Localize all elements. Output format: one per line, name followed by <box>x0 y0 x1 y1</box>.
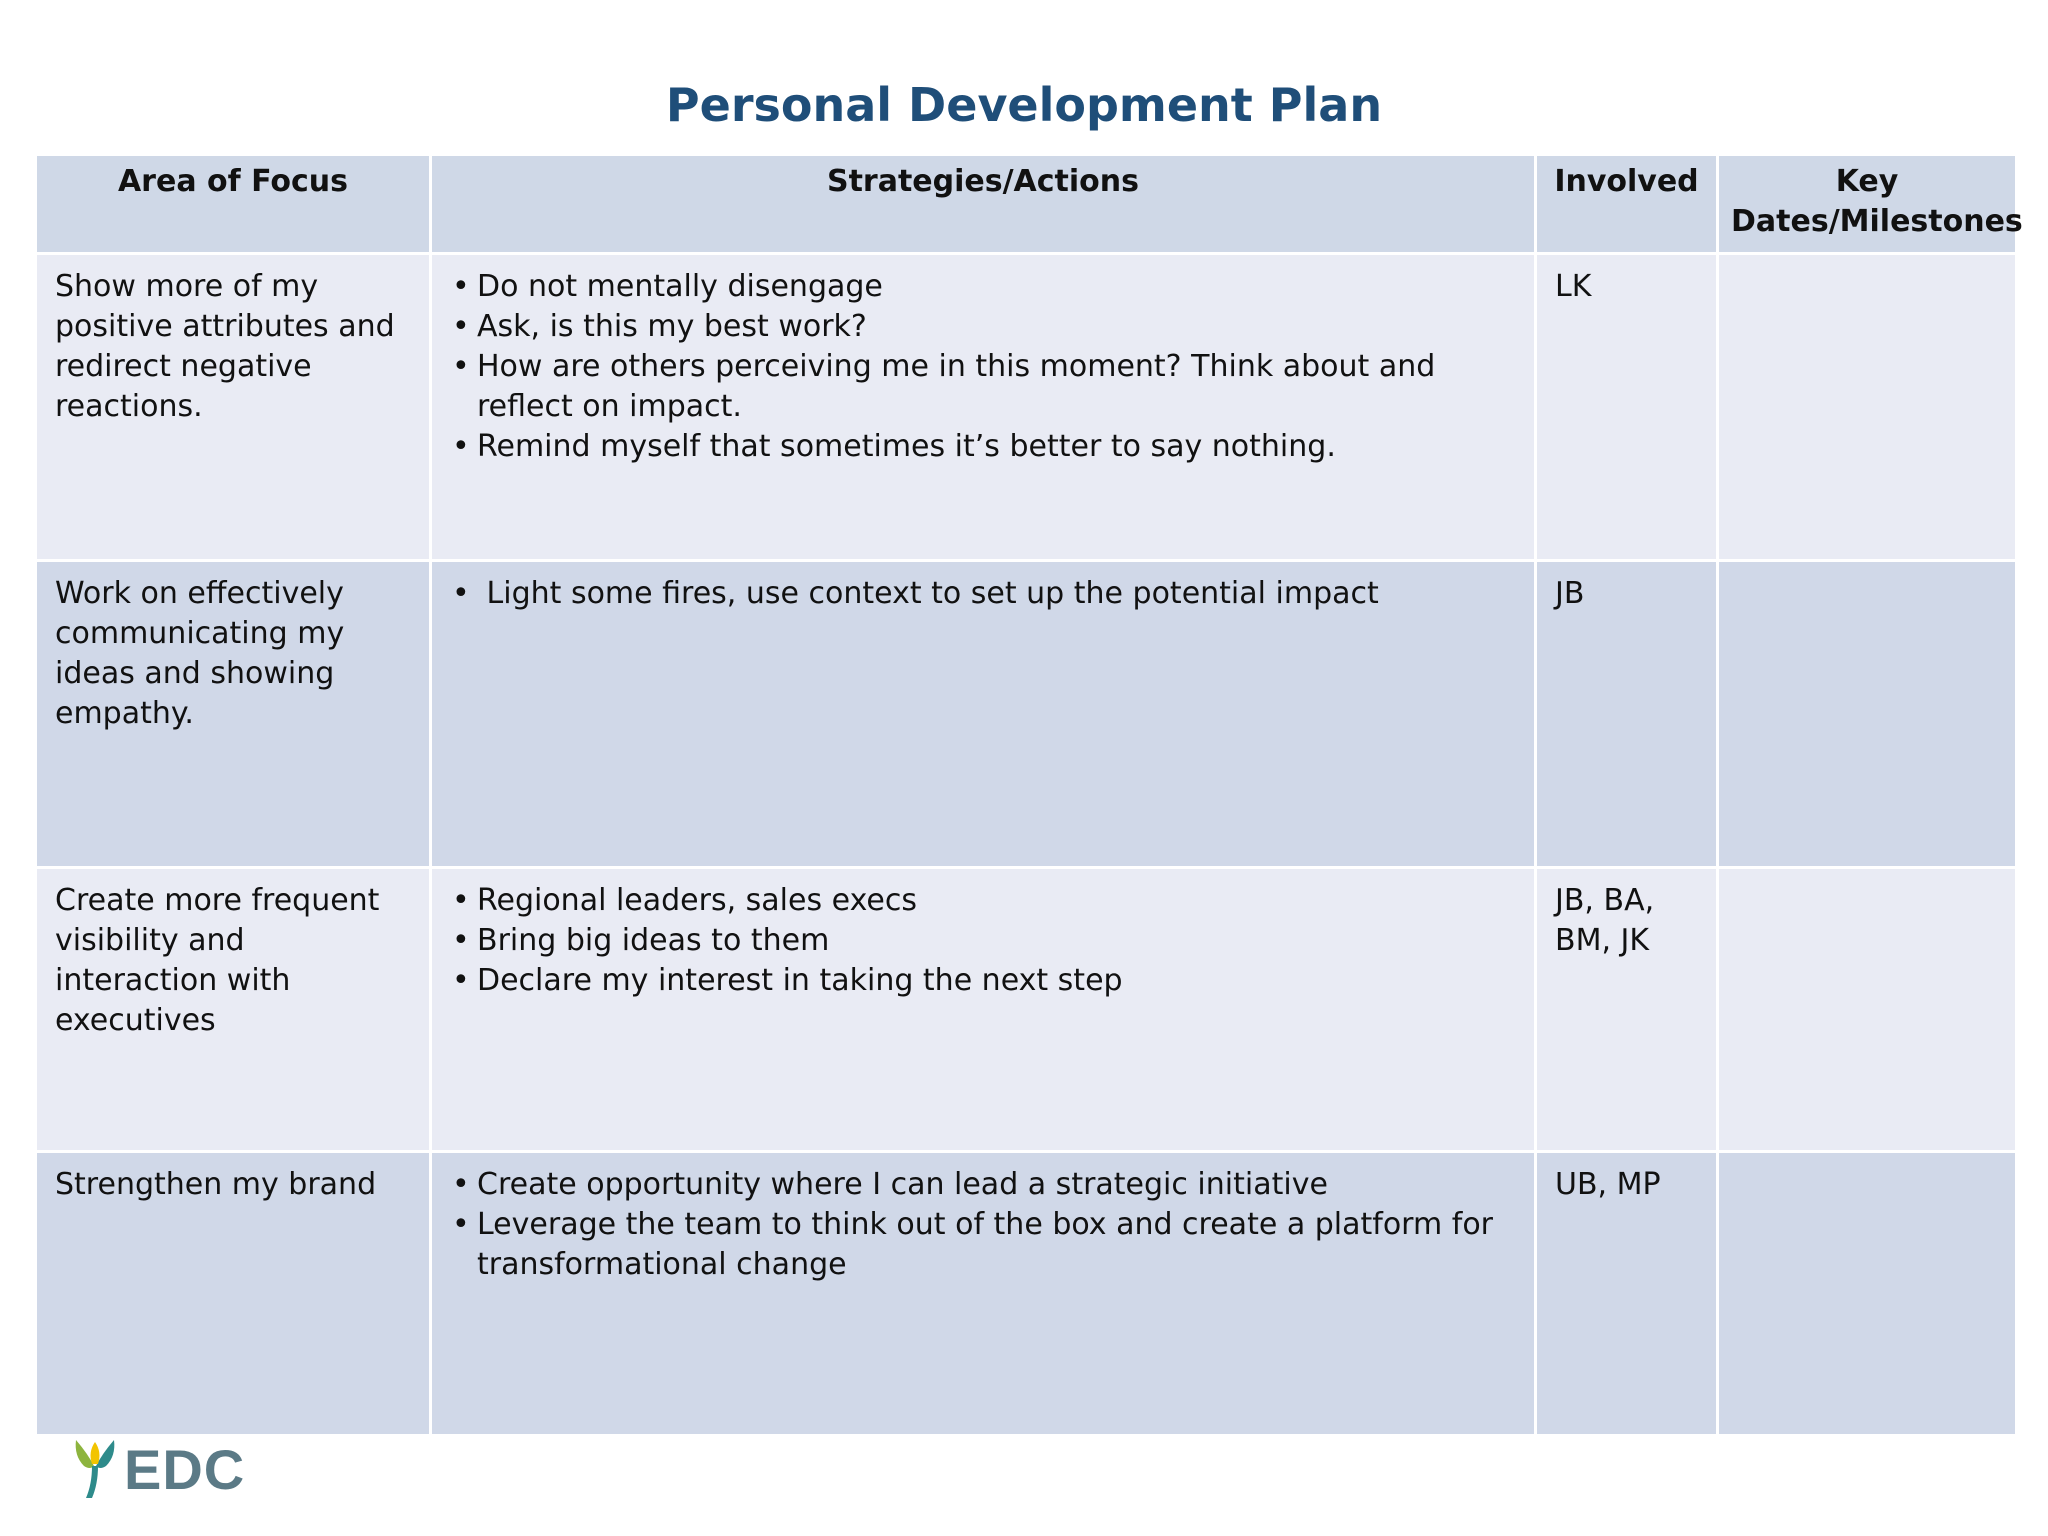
dates-cell <box>1718 1152 2017 1436</box>
involved-cell: JB, BA, BM, JK <box>1536 868 1718 1152</box>
header-area-of-focus: Area of Focus <box>36 155 431 254</box>
actions-cell <box>431 1152 1536 1436</box>
list-item: • Leverage the team to think out of the box and create a platform for transformational change <box>450 1205 1516 1285</box>
development-plan-table <box>34 153 2023 1437</box>
logo-text: EDC <box>124 1437 246 1501</box>
dates-cell <box>1718 254 2017 561</box>
list-item: • Do not mentally disengage <box>450 267 1516 307</box>
actions-list <box>450 574 1516 614</box>
actions-list <box>450 267 1516 467</box>
table-header-row <box>36 155 2017 254</box>
actions-list <box>450 1165 1516 1285</box>
actions-cell <box>431 561 1536 868</box>
focus-cell: Create more frequent visibility and interaction with executives <box>36 868 431 1152</box>
dates-cell <box>1718 868 2017 1152</box>
list-item: • Light some fires, use context to set up the potential impact <box>450 574 1516 614</box>
focus-cell: Work on effectively communicating my ideas and showing empathy. <box>36 561 431 868</box>
list-item: • Ask, is this my best work? <box>450 307 1516 347</box>
list-item: • Bring big ideas to them <box>450 921 1516 961</box>
list-item: • Declare my interest in taking the next step <box>450 961 1516 1001</box>
involved-cell: UB, MP <box>1536 1152 1718 1436</box>
header-involved: Involved <box>1536 155 1718 254</box>
dates-cell <box>1718 561 2017 868</box>
actions-cell <box>431 254 1536 561</box>
page-title: Personal Development Plan <box>665 78 1383 132</box>
table-row <box>36 561 2017 868</box>
list-item: • Remind myself that sometimes it’s better to say nothing. <box>450 427 1516 467</box>
list-item: • Regional leaders, sales execs <box>450 881 1516 921</box>
focus-cell: Strengthen my brand <box>36 1152 431 1436</box>
actions-list <box>450 881 1516 1001</box>
focus-cell: Show more of my positive attributes and redirect negative reactions. <box>36 254 431 561</box>
list-item: • Create opportunity where I can lead a strategic initiative <box>450 1165 1516 1205</box>
actions-cell <box>431 868 1536 1152</box>
table-row <box>36 254 2017 561</box>
header-key-dates-milestones: Key Dates/Milestones <box>1718 155 2017 254</box>
edc-leaf-logo-icon <box>70 1436 120 1502</box>
table-row <box>36 868 2017 1152</box>
involved-cell: LK <box>1536 254 1718 561</box>
involved-cell: JB <box>1536 561 1718 868</box>
list-item: • How are others perceiving me in this moment? Think about and reflect on impact. <box>450 347 1516 427</box>
header-strategies-actions: Strategies/Actions <box>431 155 1536 254</box>
table-row <box>36 1152 2017 1436</box>
edc-logo <box>70 1434 250 1504</box>
